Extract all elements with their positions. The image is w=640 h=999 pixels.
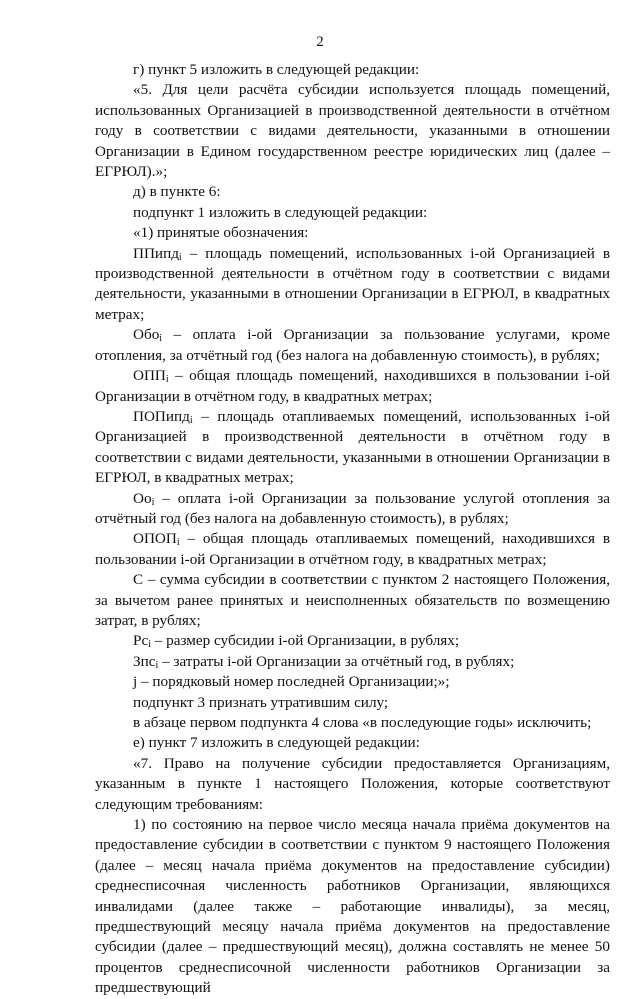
paragraph-text: подпункт 1 изложить в следующей редакции: — [133, 203, 428, 221]
paragraph-text: подпункт 3 признать утратившим силу; — [133, 693, 389, 711]
notation-symbol: Зпс — [133, 652, 156, 670]
paragraph — [95, 407, 610, 489]
paragraph-text: «7. Право на получение субсидии предоставляется Организациям, указанным в пункте 1 настоящего Положения, которые соответствуют следующим требованиям: — [95, 754, 610, 813]
paragraph-text: – оплата i-ой Организации за пользование услугами, кроме отопления, за отчётный год (без налога на добавленную стоимость), в рублях; — [95, 326, 610, 364]
paragraph-text: г) пункт 5 изложить в следующей редакции: — [133, 61, 420, 78]
paragraph — [95, 223, 610, 243]
notation-subscript: i — [178, 251, 182, 263]
notation-subscript: i — [151, 496, 155, 508]
paragraph — [95, 203, 610, 223]
paragraph-text: – размер субсидии i-ой Организации, в рублях; — [150, 632, 460, 650]
notation-subscript: i — [176, 537, 180, 549]
paragraph — [95, 672, 610, 692]
paragraph-text: е) пункт 7 изложить в следующей редакции: — [133, 734, 420, 752]
paragraph — [95, 244, 610, 326]
paragraph — [95, 570, 610, 631]
paragraph-text: – затраты i-ой Организации за отчётный год, в рублях; — [158, 652, 515, 670]
notation-symbol: ОПОП — [133, 530, 177, 548]
paragraph-text: в абзаце первом подпункта 4 слова «в последующие годы» исключить; — [133, 714, 592, 731]
paragraph-text: С – сумма субсидии в соответствии с пунктом 2 настоящего Положения, за вычетом ранее принятых и неисполненных обязательств по возмещению затрат, в рублях; — [95, 571, 610, 629]
notation-subscript: i — [155, 659, 159, 671]
paragraph-text: j – порядковый номер последней Организации;»; — [133, 673, 450, 691]
notation-symbol: Оо — [133, 489, 152, 507]
notation-subscript: i — [159, 333, 163, 345]
document-body — [95, 60, 610, 999]
paragraph-text: – общая площадь помещений, находившихся в пользовании i-ой Организации в отчётном году, в квадратных метрах; — [95, 367, 610, 405]
paragraph — [95, 713, 610, 733]
paragraph — [95, 366, 610, 407]
paragraph-text: 1) по состоянию на первое число месяца начала приёма документов на предоставление субсидии в соответствии с пунктом 9 настоящего Положения (далее – месяц начала приёма документов на предоставление субсидии) среднесписочная численность работников Организации, являющихся инвалидами (далее также – работающие инвалиды), за месяц, предшествующий месяцу начала приёма документов на предоставление субсидии (далее – предшествующий месяц), должна составлять не менее 50 процентов среднесписочной численности работников Организации за предшествующий — [95, 816, 610, 997]
notation-subscript: i — [165, 374, 169, 386]
paragraph — [95, 693, 610, 713]
paragraph — [95, 325, 610, 366]
paragraph — [95, 754, 610, 815]
paragraph — [95, 60, 610, 80]
paragraph — [95, 733, 610, 753]
page-number: 2 — [316, 34, 324, 50]
paragraph — [95, 815, 610, 999]
notation-subscript: i — [189, 414, 193, 426]
paragraph — [95, 489, 610, 530]
paragraph-text: – площадь отапливаемых помещений, использованных i-ой Организацией в производственной деятельности в отчётном году в соответствии с видами деятельности, указанными в отношении Организации в ЕГРЮЛ, в квадратных метрах; — [95, 407, 610, 487]
paragraph-text: – общая площадь отапливаемых помещений, находившихся в пользовании i-ой Организации в отчётном году, в квадратных метрах; — [95, 530, 610, 568]
notation-symbol: ПОПипд — [133, 407, 190, 425]
paragraph-text: «5. Для цели расчёта субсидии используется площадь помещений, использованных Организацией в производственной деятельности в отчётном году в соответствии с видами деятельности, указанными в отношении Организации в Едином государственном реестре юридических лиц (далее – ЕГРЮЛ).»; — [95, 81, 610, 181]
paragraph — [95, 80, 610, 182]
paragraph — [95, 182, 610, 202]
paragraph-text: – площадь помещений, использованных i-ой Организацией в производственной деятельности в отчётном году в соответствии с видами деятельности, указанными в отношении Организации в ЕГРЮЛ, в квадратных метрах; — [95, 244, 610, 323]
notation-symbol: Обо — [133, 326, 160, 344]
paragraph-text: «1) принятые обозначения: — [133, 224, 309, 242]
notation-symbol: ОПП — [133, 367, 166, 385]
paragraph — [95, 529, 610, 570]
notation-subscript: i — [148, 639, 151, 651]
paragraph-text: – оплата i-ой Организации за пользование услугой отопления за отчётный год (без налога на добавленную стоимость), в рублях; — [95, 489, 610, 527]
paragraph — [95, 652, 610, 672]
paragraph — [95, 631, 610, 651]
notation-symbol: ППипд — [133, 244, 179, 262]
notation-symbol: Рс — [133, 632, 149, 650]
paragraph-text: д) в пункте 6: — [133, 183, 221, 201]
